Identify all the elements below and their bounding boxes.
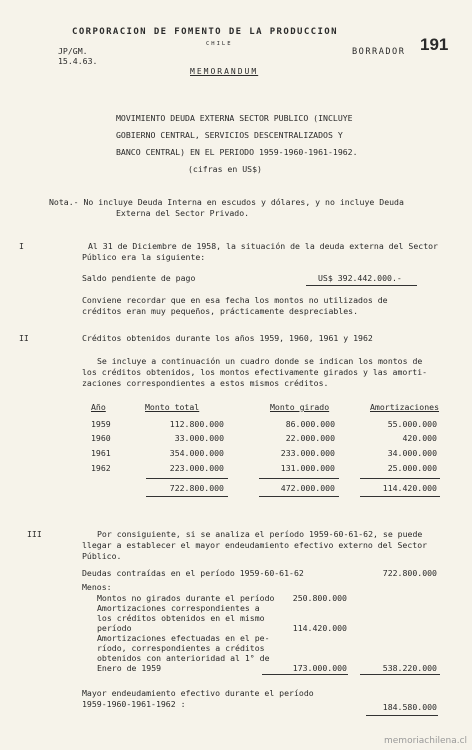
table-total-amortizaciones: 114.420.000 — [382, 483, 437, 493]
deduction-text: obtenidos con anterioridad al 1° de — [97, 653, 270, 663]
table-cell-year: 1961 — [91, 448, 111, 458]
deduction-value: 114.420.000 — [292, 623, 347, 633]
table-cell-girado: 22.000.000 — [285, 433, 335, 443]
table-cell-total: 223.000.000 — [169, 463, 224, 473]
table-cell-girado: 86.000.000 — [285, 419, 335, 429]
table-header-amortizaciones: Amortizaciones — [370, 402, 440, 412]
draft-label: BORRADOR — [352, 47, 406, 57]
table-cell-girado: 131.000.000 — [280, 463, 335, 473]
table-cell-total: 112.800.000 — [169, 419, 224, 429]
table-header-girado: Monto girado — [270, 402, 330, 412]
memo-date: 15.4.63. — [58, 56, 98, 66]
memorandum-title: MEMORANDUM — [190, 67, 259, 76]
section2-heading: Créditos obtenidos durante los años 1959, 1960, 1961 y 1962 — [82, 333, 373, 343]
total-rule — [146, 478, 228, 479]
deduction-text: Enero de 1959 — [97, 663, 162, 673]
section1-remark: créditos eran muy pequeños, prácticamente despreciables. — [82, 306, 359, 316]
saldo-value: US$ 392.442.000.- — [318, 273, 402, 283]
subject-line: BANCO CENTRAL) EN EL PERIODO 1959-1960-1961-1962. — [116, 147, 358, 157]
subject-line: MOVIMIENTO DEUDA EXTERNA SECTOR PUBLICO (INCLUYE — [116, 113, 353, 123]
page-number: 191 — [420, 35, 449, 54]
result-underline — [366, 715, 438, 716]
deduction-value: 250.800.000 — [292, 593, 347, 603]
section3-intro: Por consiguiente, si se analiza el período 1959-60-61-62, se puede — [97, 529, 423, 539]
total-rule — [259, 496, 339, 497]
total-rule — [360, 478, 440, 479]
table-cell-total: 33.000.000 — [174, 433, 224, 443]
saldo-label: Saldo pendiente de pago — [82, 273, 196, 283]
section2-intro: zaciones correspondientes a estos mismos créditos. — [82, 378, 329, 388]
subtotal-rule — [360, 674, 440, 675]
section1-remark: Conviene recordar que en esa fecha los montos no utilizados de — [82, 295, 388, 305]
table-cell-total: 354.000.000 — [169, 448, 224, 458]
section1-text: Al 31 de Diciembre de 1958, la situación de la deuda externa del Sector — [88, 241, 438, 251]
table-total-girado: 472.000.000 — [280, 483, 335, 493]
deduction-text: ríodo, correspondientes a créditos — [97, 643, 265, 653]
subtotal-rule — [262, 674, 348, 675]
table-cell-girado: 233.000.000 — [280, 448, 335, 458]
section2-intro: los créditos obtenidos, los montos efectivamente girados y las amorti- — [82, 367, 428, 377]
deduction-text: Montos no girados durante el período — [97, 593, 275, 603]
section-numeral: I — [19, 241, 24, 251]
result-label: Mayor endeudamiento efectivo durante el período — [82, 688, 314, 698]
deduction-value: 173.000.000 — [292, 663, 347, 673]
deduction-text: Amortizaciones correspondientes a — [97, 603, 260, 613]
section-numeral: II — [19, 333, 29, 343]
menos-total: 538.220.000 — [382, 663, 437, 673]
note-line: Nota.- No incluye Deuda Interna en escudos y dólares, y no incluye Deuda — [49, 197, 404, 207]
table-cell-amortizacion: 25.000.000 — [387, 463, 437, 473]
deduction-text: los créditos obtenidos en el mismo — [97, 613, 265, 623]
deduction-text: período — [97, 623, 132, 633]
country-label: CHILE — [206, 41, 233, 47]
table-cell-year: 1959 — [91, 419, 111, 429]
table-header-year: Año — [91, 402, 106, 412]
watermark: memoriachilena.cl — [384, 736, 468, 746]
section3-intro: Público. — [82, 551, 122, 561]
total-rule — [360, 496, 440, 497]
table-cell-year: 1962 — [91, 463, 111, 473]
section2-intro: Se incluye a continuación un cuadro donde se indican los montos de — [97, 356, 423, 366]
result-label: 1959-1960-1961-1962 : — [82, 699, 186, 709]
menos-label: Menos: — [82, 582, 112, 592]
saldo-underline — [306, 285, 417, 286]
note-line: Externa del Sector Privado. — [116, 208, 250, 218]
total-rule — [259, 478, 339, 479]
table-cell-amortizacion: 34.000.000 — [387, 448, 437, 458]
section1-text: Público era la siguiente: — [82, 252, 206, 262]
organization-name: CORPORACION DE FOMENTO DE LA PRODUCCION — [72, 27, 338, 37]
subject-line: GOBIERNO CENTRAL, SERVICIOS DESCENTRALIZADOS Y — [116, 130, 343, 140]
deudas-label: Deudas contraídas en el período 1959-60-61-62 — [82, 568, 304, 578]
result-value: 184.580.000 — [382, 702, 437, 712]
subject-units: (cifras en US$) — [188, 164, 262, 174]
section-numeral: III — [27, 529, 42, 539]
table-total-monto: 722.800.000 — [169, 483, 224, 493]
deudas-value: 722.800.000 — [382, 568, 437, 578]
section3-intro: llegar a establecer el mayor endeudamiento efectivo externo del Sector — [82, 540, 428, 550]
table-cell-amortizacion: 55.000.000 — [387, 419, 437, 429]
total-rule — [146, 496, 228, 497]
table-cell-amortizacion: 420.000 — [402, 433, 437, 443]
reference-code: JP/GM. — [58, 46, 88, 56]
deduction-text: Amortizaciones efectuadas en el pe- — [97, 633, 270, 643]
table-header-total: Monto total — [145, 402, 200, 412]
table-cell-year: 1960 — [91, 433, 111, 443]
